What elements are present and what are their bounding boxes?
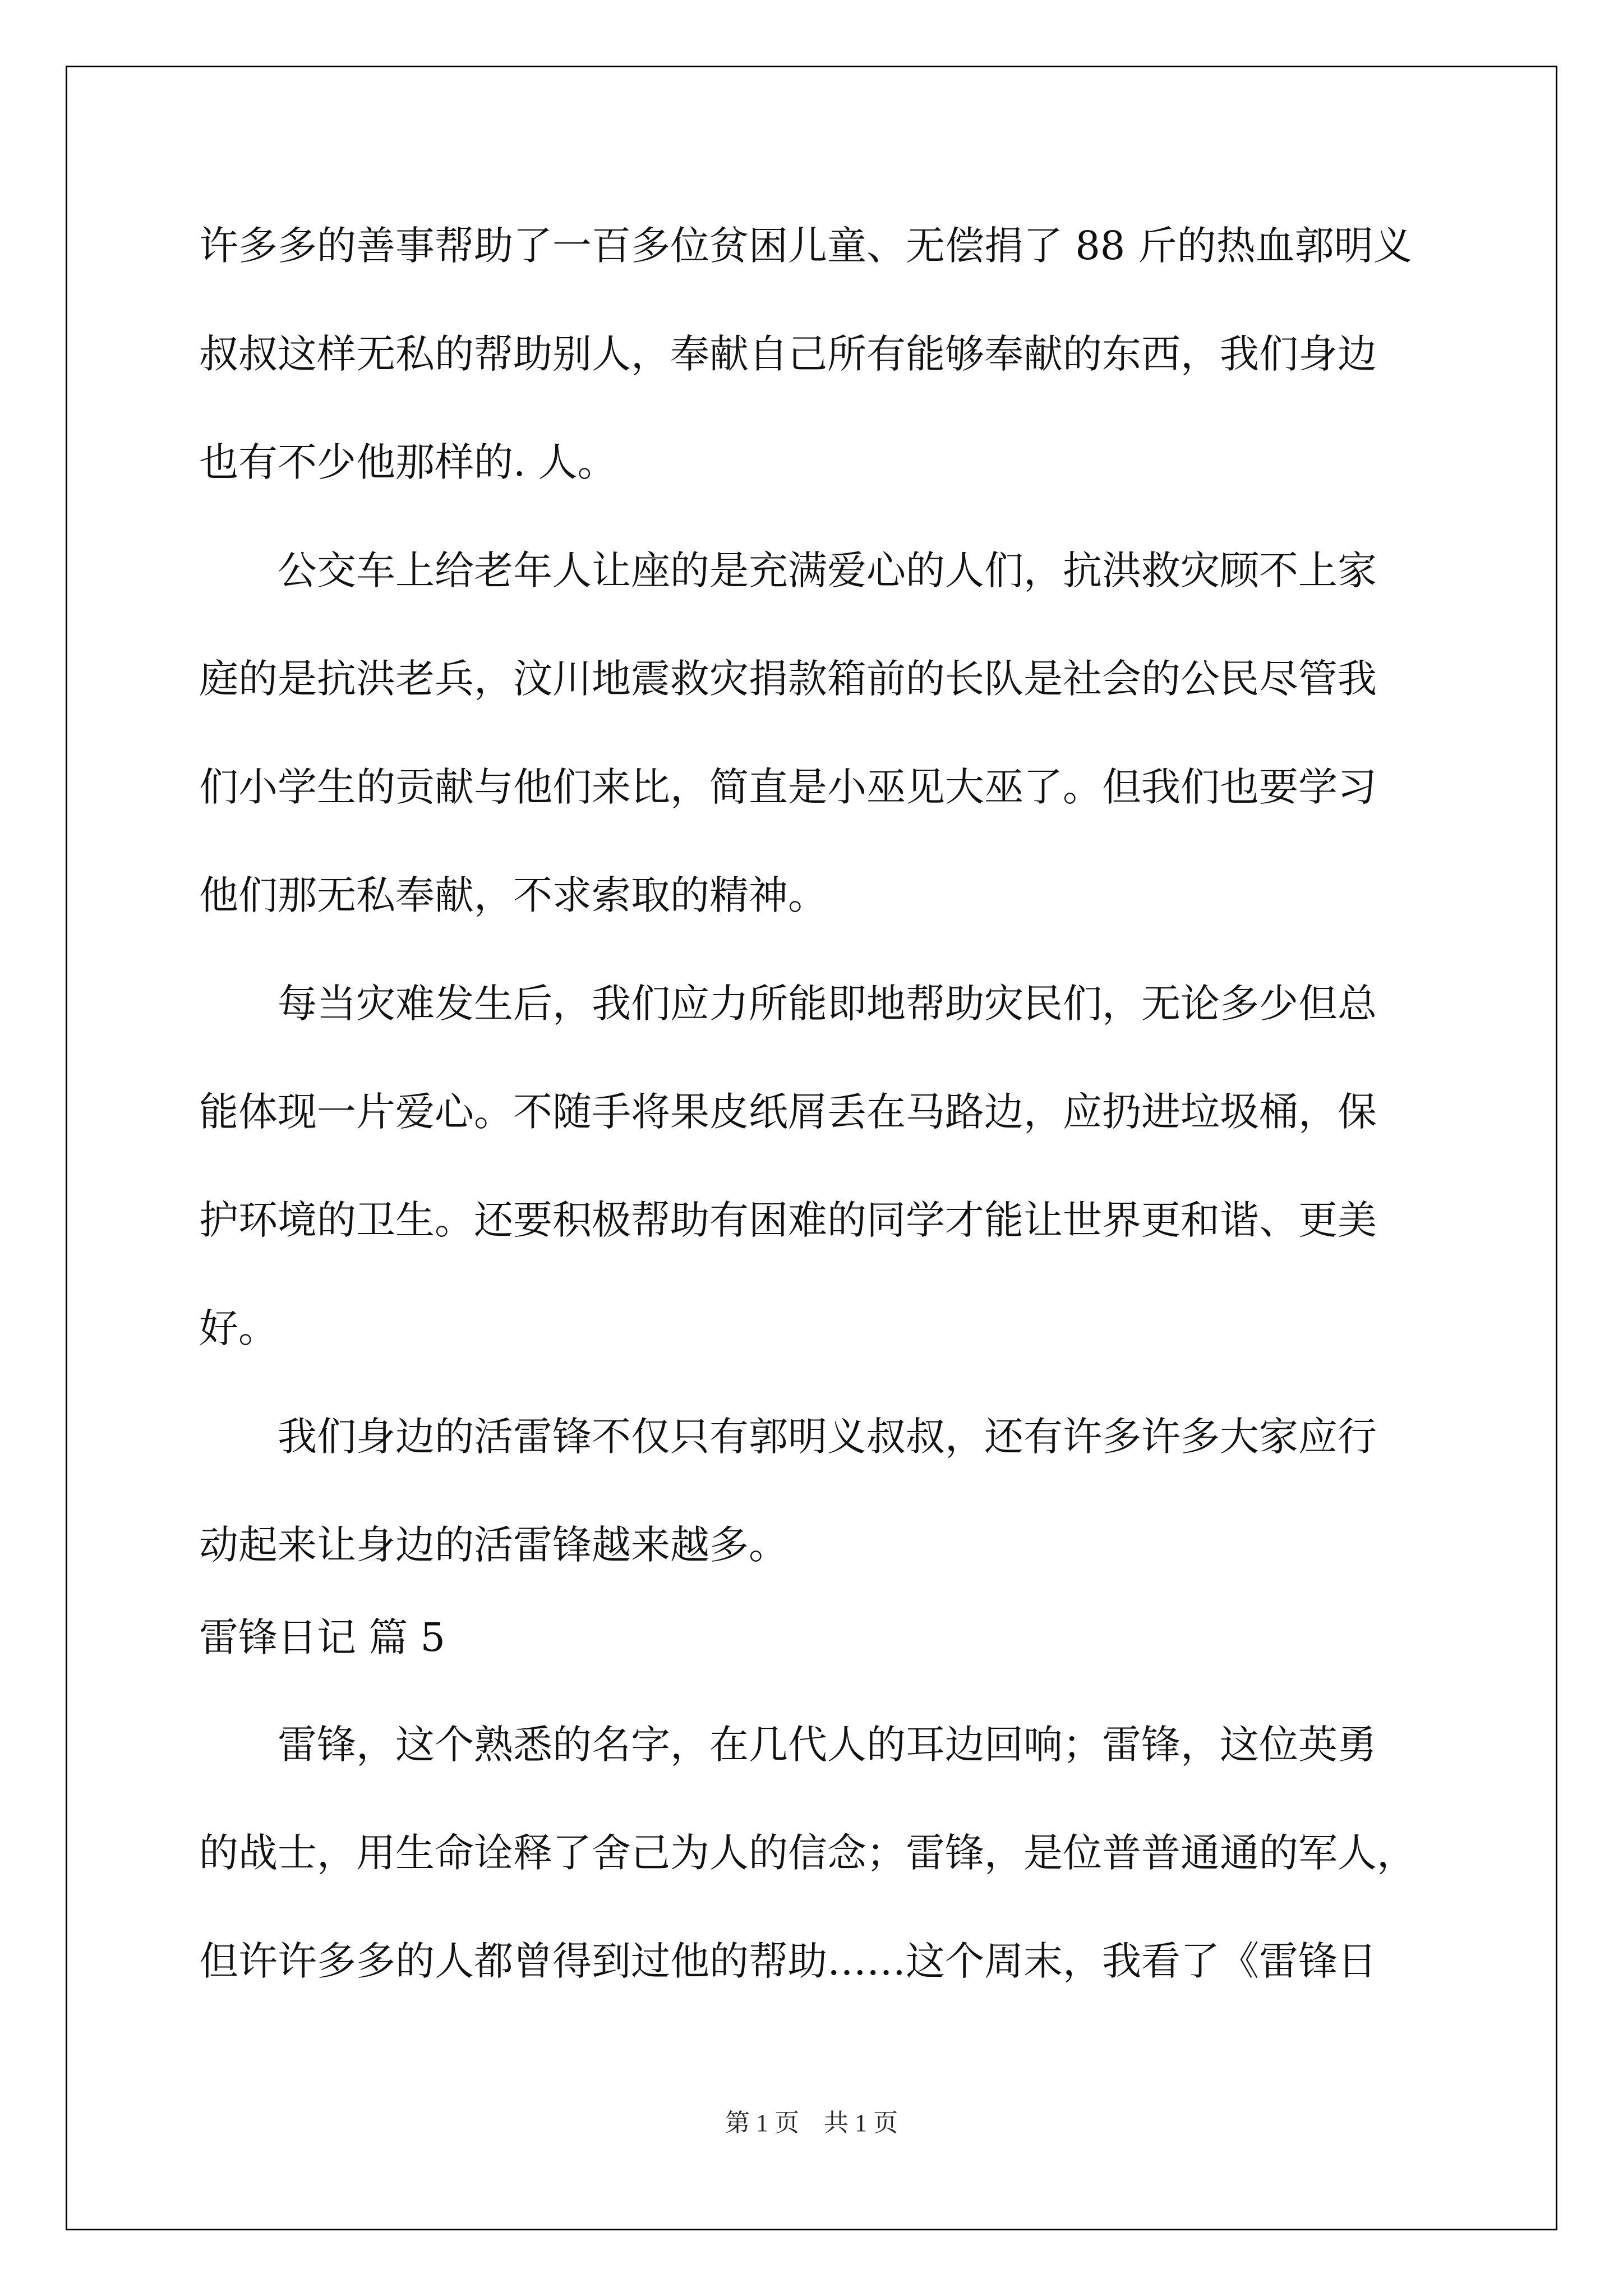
paragraph-line: 动起来让身边的活雷锋越来越多。 bbox=[199, 1522, 788, 1568]
paragraph-line: 庭的是抗洪老兵，汶川地震救灾捐款箱前的长队是社会的公民尽管我 bbox=[199, 656, 1377, 702]
page-border bbox=[66, 66, 1557, 2230]
paragraph-line: 能体现一片爱心。不随手将果皮纸屑丢在马路边，应扔进垃圾桶，保 bbox=[199, 1089, 1377, 1135]
paragraph-line: 也有不少他那样的. 人。 bbox=[199, 439, 617, 485]
paragraph-line: 但许许多多的人都曾得到过他的帮助……这个周末，我看了《雷锋日 bbox=[199, 1938, 1377, 1984]
paragraph-line: 的战士，用生命诠释了舍己为人的信念；雷锋，是位普普通通的军人， bbox=[199, 1830, 1416, 1876]
paragraph-line: 许多多的善事帮助了一百多位贫困儿童、无偿捐了 88 斤的热血郭明义 bbox=[199, 223, 1413, 269]
paragraph-line: 好。 bbox=[199, 1305, 278, 1351]
paragraph-line: 雷锋，这个熟悉的名字，在几代人的耳边回响；雷锋，这位英勇 bbox=[199, 1722, 1377, 1768]
paragraph-line: 叔叔这样无私的帮助别人，奉献自己所有能够奉献的东西，我们身边 bbox=[199, 331, 1377, 377]
paragraph-line: 我们身边的活雷锋不仅只有郭明义叔叔，还有许多许多大家应行 bbox=[199, 1414, 1377, 1460]
paragraph-line: 护环境的卫生。还要积极帮助有困难的同学才能让世界更和谐、更美 bbox=[199, 1197, 1377, 1243]
paragraph-line: 公交车上给老年人让座的是充满爱心的人们，抗洪救灾顾不上家 bbox=[199, 547, 1377, 593]
paragraph-line: 们小学生的贡献与他们来比，简直是小巫见大巫了。但我们也要学习 bbox=[199, 764, 1377, 810]
paragraph-line: 每当灾难发生后，我们应力所能即地帮助灾民们，无论多少但总 bbox=[199, 981, 1377, 1027]
paragraph-line: 他们那无私奉献，不求索取的精神。 bbox=[199, 872, 827, 918]
section-heading: 雷锋日记 篇 5 bbox=[199, 1614, 446, 1660]
page-number-footer: 第 1 页 共 1 页 bbox=[725, 2109, 898, 2137]
